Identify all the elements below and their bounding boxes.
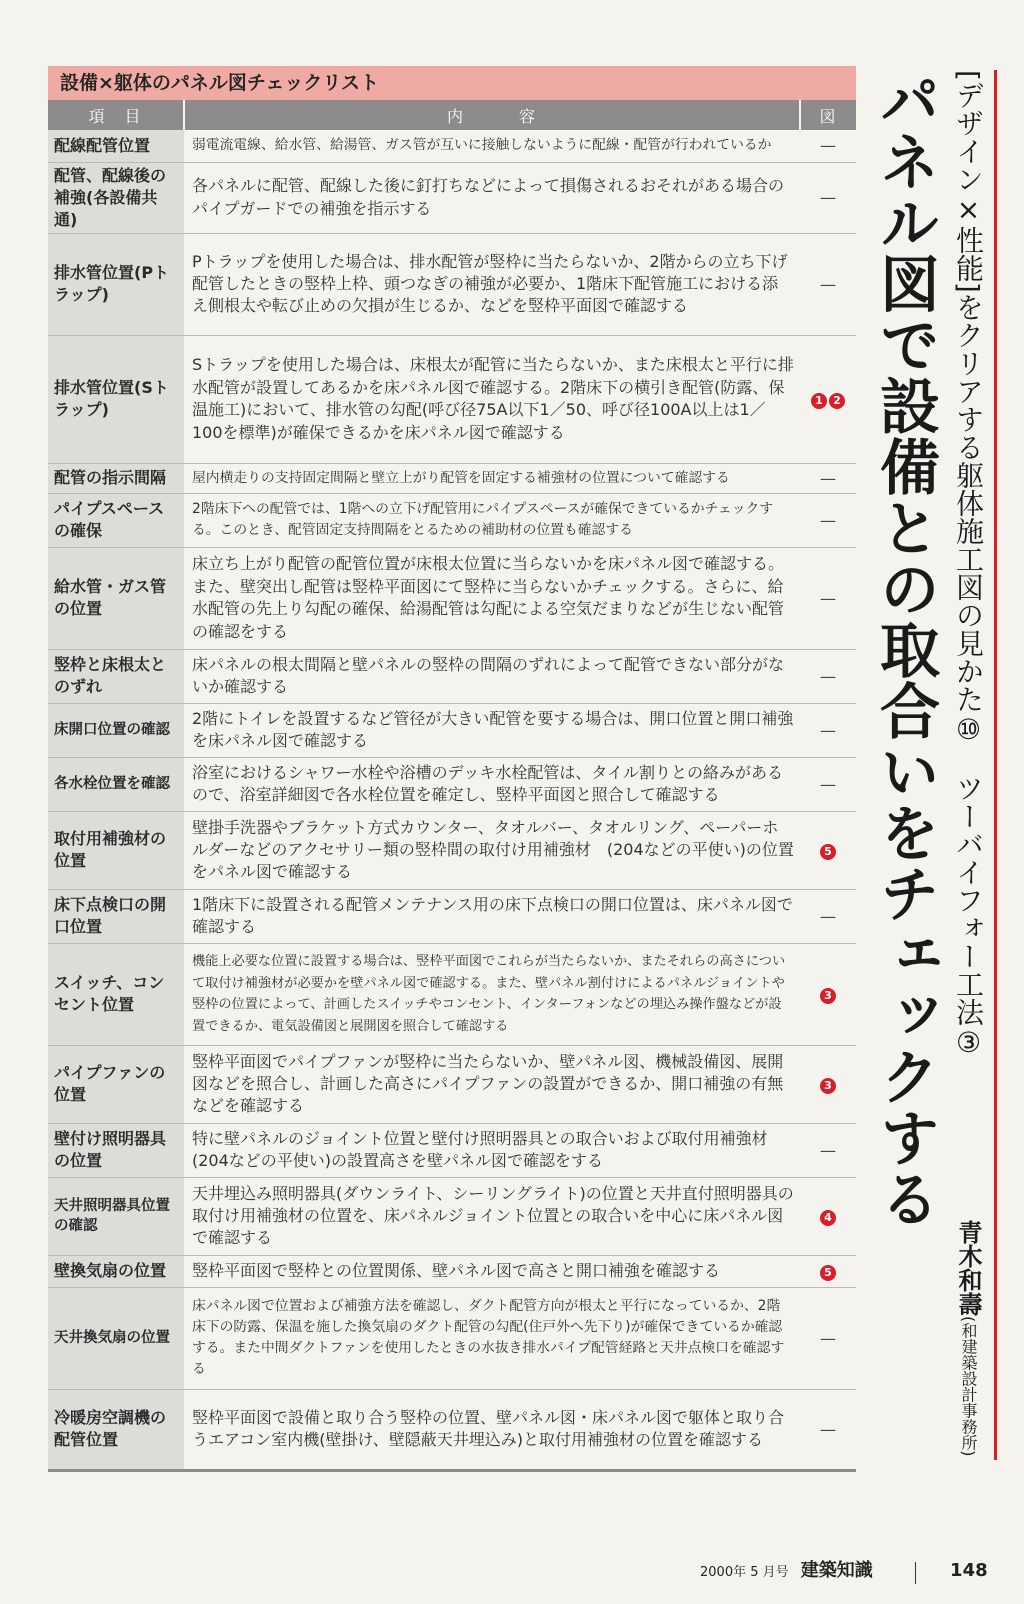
- header-content: 内 容: [184, 100, 800, 130]
- table-row: [48, 757, 856, 811]
- author-block: [950, 1220, 986, 1456]
- main-title: パネル図で設備との取合いをチェックする: [870, 70, 940, 1229]
- row-item: 床下点検口の開口位置: [48, 889, 184, 943]
- row-fig: —: [800, 547, 856, 649]
- row-item: パイプスペースの確保: [48, 493, 184, 547]
- footer-divider: [915, 1562, 916, 1584]
- table-row: [48, 493, 856, 547]
- row-fig: —: [800, 233, 856, 335]
- row-content: 竪枠平面図で竪枠との位置関係、壁パネル図で高さと開口補強を確認する: [184, 1255, 800, 1287]
- row-fig: —: [800, 1123, 856, 1177]
- table-row: [48, 703, 856, 757]
- row-item: 冷暖房空調機の配管位置: [48, 1389, 184, 1469]
- table-row: [48, 889, 856, 943]
- table-row: [48, 162, 856, 233]
- series-subtitle: [デザイン×性能]をクリアする躯体施工図の見かた⑩ ツーバイフォー工法③: [952, 70, 985, 1059]
- row-fig: [800, 811, 856, 889]
- figure-ref-5-badge: 5: [820, 1265, 836, 1281]
- page-footer: [700, 1556, 1000, 1586]
- row-item: 配線配管位置: [48, 130, 184, 162]
- figure-ref-4-badge: 4: [820, 1210, 836, 1226]
- row-item: 天井照明器具位置の確認: [48, 1177, 184, 1255]
- row-item: 壁付け照明器具の位置: [48, 1123, 184, 1177]
- row-item: 排水管位置(Sトラップ): [48, 335, 184, 463]
- row-content: 浴室におけるシャワー水栓や浴槽のデッキ水栓配管は、タイル割りとの絡みがあるので、浴室詳細図で各水栓位置を確定し、竪枠平面図と照合して確認する: [184, 757, 800, 811]
- table-row: [48, 1123, 856, 1177]
- row-fig: [800, 1177, 856, 1255]
- table-header-row: [48, 100, 856, 130]
- row-content: 床立ち上がり配管の配管位置が床根太位置に当らないかを床パネル図で確認する。また、壁突出し配管は竪枠平面図にて竪枠に当らないかチェックする。さらに、給水配管の先上り勾配の確保、給湯配管は勾配による空気だまりなどが生じない配管の確認をする: [184, 547, 800, 649]
- table-row: [48, 1389, 856, 1469]
- row-item: 配管の指示間隔: [48, 463, 184, 493]
- row-item: 排水管位置(Pトラップ): [48, 233, 184, 335]
- row-fig: —: [800, 162, 856, 233]
- row-fig: —: [800, 757, 856, 811]
- magazine-name: 建築知識: [800, 1560, 873, 1581]
- row-content: Pトラップを使用した場合は、排水配管が竪枠に当たらないか、2階からの立ち下げ配管したときの竪枠上枠、頭つなぎの補強が必要か、1階床下配管施工における添え側根太や転び止めの欠損が生じるか、などを竪枠平面図で確認する: [184, 233, 800, 335]
- row-content: 竪枠平面図で設備と取り合う竪枠の位置、壁パネル図・床パネル図で躯体と取り合うエアコン室内機(壁掛け、壁隠蔽天井埋込み)と取付用補強材の位置を確認する: [184, 1389, 800, 1469]
- row-item: スイッチ、コンセント位置: [48, 943, 184, 1045]
- figure-ref-2-badge: 2: [829, 393, 845, 409]
- row-item: パイプファンの位置: [48, 1045, 184, 1123]
- table-title: 設備×躯体のパネル図チェックリスト: [48, 66, 856, 100]
- issue-date: 2000年 5 月号: [700, 1565, 789, 1580]
- figure-ref-3-badge: 3: [820, 1078, 836, 1094]
- table-row: [48, 649, 856, 703]
- row-fig: —: [800, 1389, 856, 1469]
- table-bottom-rule: [48, 1469, 856, 1472]
- row-fig: [800, 1045, 856, 1123]
- table-row: [48, 1255, 856, 1287]
- row-content: 壁掛手洗器やブラケット方式カウンター、タオルバー、タオルリング、ペーパーホルダーなどのアクセサリー類の竪枠間の取付け用補強材 (204などの平使い)の位置をパネル図で確認する: [184, 811, 800, 889]
- row-fig: [800, 943, 856, 1045]
- table-row: [48, 233, 856, 335]
- row-content: 2階床下への配管では、1階への立下げ配管用にパイプスペースが確保できているかチェックする。このとき、配管固定支持間隔をとるための補助材の位置も確認する: [184, 493, 800, 547]
- table-row: [48, 130, 856, 162]
- row-content: 屋内横走りの支持固定間隔と壁立上がり配管を固定する補強材の位置について確認する: [184, 463, 800, 493]
- figure-ref-3-badge: 3: [820, 988, 836, 1004]
- figure-ref-5-badge: 5: [820, 844, 836, 860]
- row-content: Sトラップを使用した場合は、床根太が配管に当たらないか、また床根太と平行に排水配管が設置してあるかを床パネル図で確認する。2階床下の横引き配管(防露、保温施工)において、排水管の勾配(呼び径75A以下1／50、呼び径100A以上は1／100を標準)が確保できるかを床パネル図で確認する: [184, 335, 800, 463]
- row-fig: [800, 335, 856, 463]
- row-content: 特に壁パネルのジョイント位置と壁付け照明器具との取合いおよび取付用補強材(204などの平使い)の設置高さを壁パネル図で確認をする: [184, 1123, 800, 1177]
- table-row: [48, 943, 856, 1045]
- row-fig: —: [800, 889, 856, 943]
- figure-ref-1-badge: 1: [811, 393, 827, 409]
- row-fig: —: [800, 463, 856, 493]
- table-row: [48, 811, 856, 889]
- checklist-table-section: [48, 66, 856, 1472]
- row-fig: —: [820, 136, 836, 156]
- table-row: [48, 1045, 856, 1123]
- row-item: 竪枠と床根太とのずれ: [48, 649, 184, 703]
- row-content: 1階床下に設置される配管メンテナンス用の床下点検口の開口位置は、床パネル図で確認する: [184, 889, 800, 943]
- checklist-table: [48, 100, 856, 1469]
- row-fig: —: [800, 703, 856, 757]
- row-item: 配管、配線後の補強(各設備共通): [48, 162, 184, 233]
- row-item: 各水栓位置を確認: [48, 757, 184, 811]
- row-item: 給水管・ガス管の位置: [48, 547, 184, 649]
- table-row: [48, 463, 856, 493]
- row-item: 床開口位置の確認: [48, 703, 184, 757]
- author-name: 青木和壽: [954, 1220, 982, 1316]
- table-row: [48, 547, 856, 649]
- row-content: 機能上必要な位置に設置する場合は、竪枠平面図でこれらが当たらないか、またそれらの高さについて取付け補強材が必要かを壁パネル図で確認する。また、壁パネル割付けによるパネルジョイントや竪枠の位置によって、計画したスイッチやコンセント、インターフォンなどの埋込み操作盤などが設置できるか、電気設備図と展開図を照合して確認する: [184, 943, 800, 1045]
- page-number: 148: [950, 1560, 988, 1581]
- header-item: 項 目: [48, 100, 184, 130]
- row-fig: —: [800, 649, 856, 703]
- table-row: [48, 1287, 856, 1389]
- row-content: 弱電流電線、給水管、給湯管、ガス管が互いに接触しないように配線・配管が行われているか: [192, 137, 772, 154]
- author-affiliation: (和建築設計事務所): [959, 1316, 978, 1457]
- table-row: [48, 335, 856, 463]
- row-content: 床パネルの根太間隔と壁パネルの竪枠の間隔のずれによって配管できない部分がないか確認する: [184, 649, 800, 703]
- table-row: [48, 1177, 856, 1255]
- row-content: 2階にトイレを設置するなど管径が大きい配管を要する場合は、開口位置と開口補強を床パネル図で確認する: [184, 703, 800, 757]
- row-fig: [800, 1255, 856, 1287]
- row-item: 天井換気扇の位置: [48, 1287, 184, 1389]
- row-item: 壁換気扇の位置: [48, 1255, 184, 1287]
- row-content: 床パネル図で位置および補強方法を確認し、ダクト配管方向が根太と平行になっているか、2階床下の防露、保温を施した換気扇のダクト配管の勾配(住戸外へ先下り)が確保できているか確認する。また中間ダクトファンを使用したときの水抜き排水パイプ配管経路と天井点検口を確認する: [184, 1287, 800, 1389]
- accent-rule: [994, 70, 997, 1460]
- row-item: 取付用補強材の位置: [48, 811, 184, 889]
- header-fig: 図: [800, 100, 856, 130]
- row-fig: —: [800, 1287, 856, 1389]
- row-content: 各パネルに配管、配線した後に釘打ちなどによって損傷されるおそれがある場合のパイプガードでの補強を指示する: [184, 162, 800, 233]
- row-fig: —: [800, 493, 856, 547]
- row-content: 天井埋込み照明器具(ダウンライト、シーリングライト)の位置と天井直付照明器具の取付け用補強材の位置を、床パネルジョイント位置との取合いを中心に床パネル図で確認する: [184, 1177, 800, 1255]
- row-content: 竪枠平面図でパイプファンが竪枠に当たらないか、壁パネル図、機械設備図、展開図などを照合し、計画した高さにパイプファンの設置ができるか、開口補強の有無などを確認する: [184, 1045, 800, 1123]
